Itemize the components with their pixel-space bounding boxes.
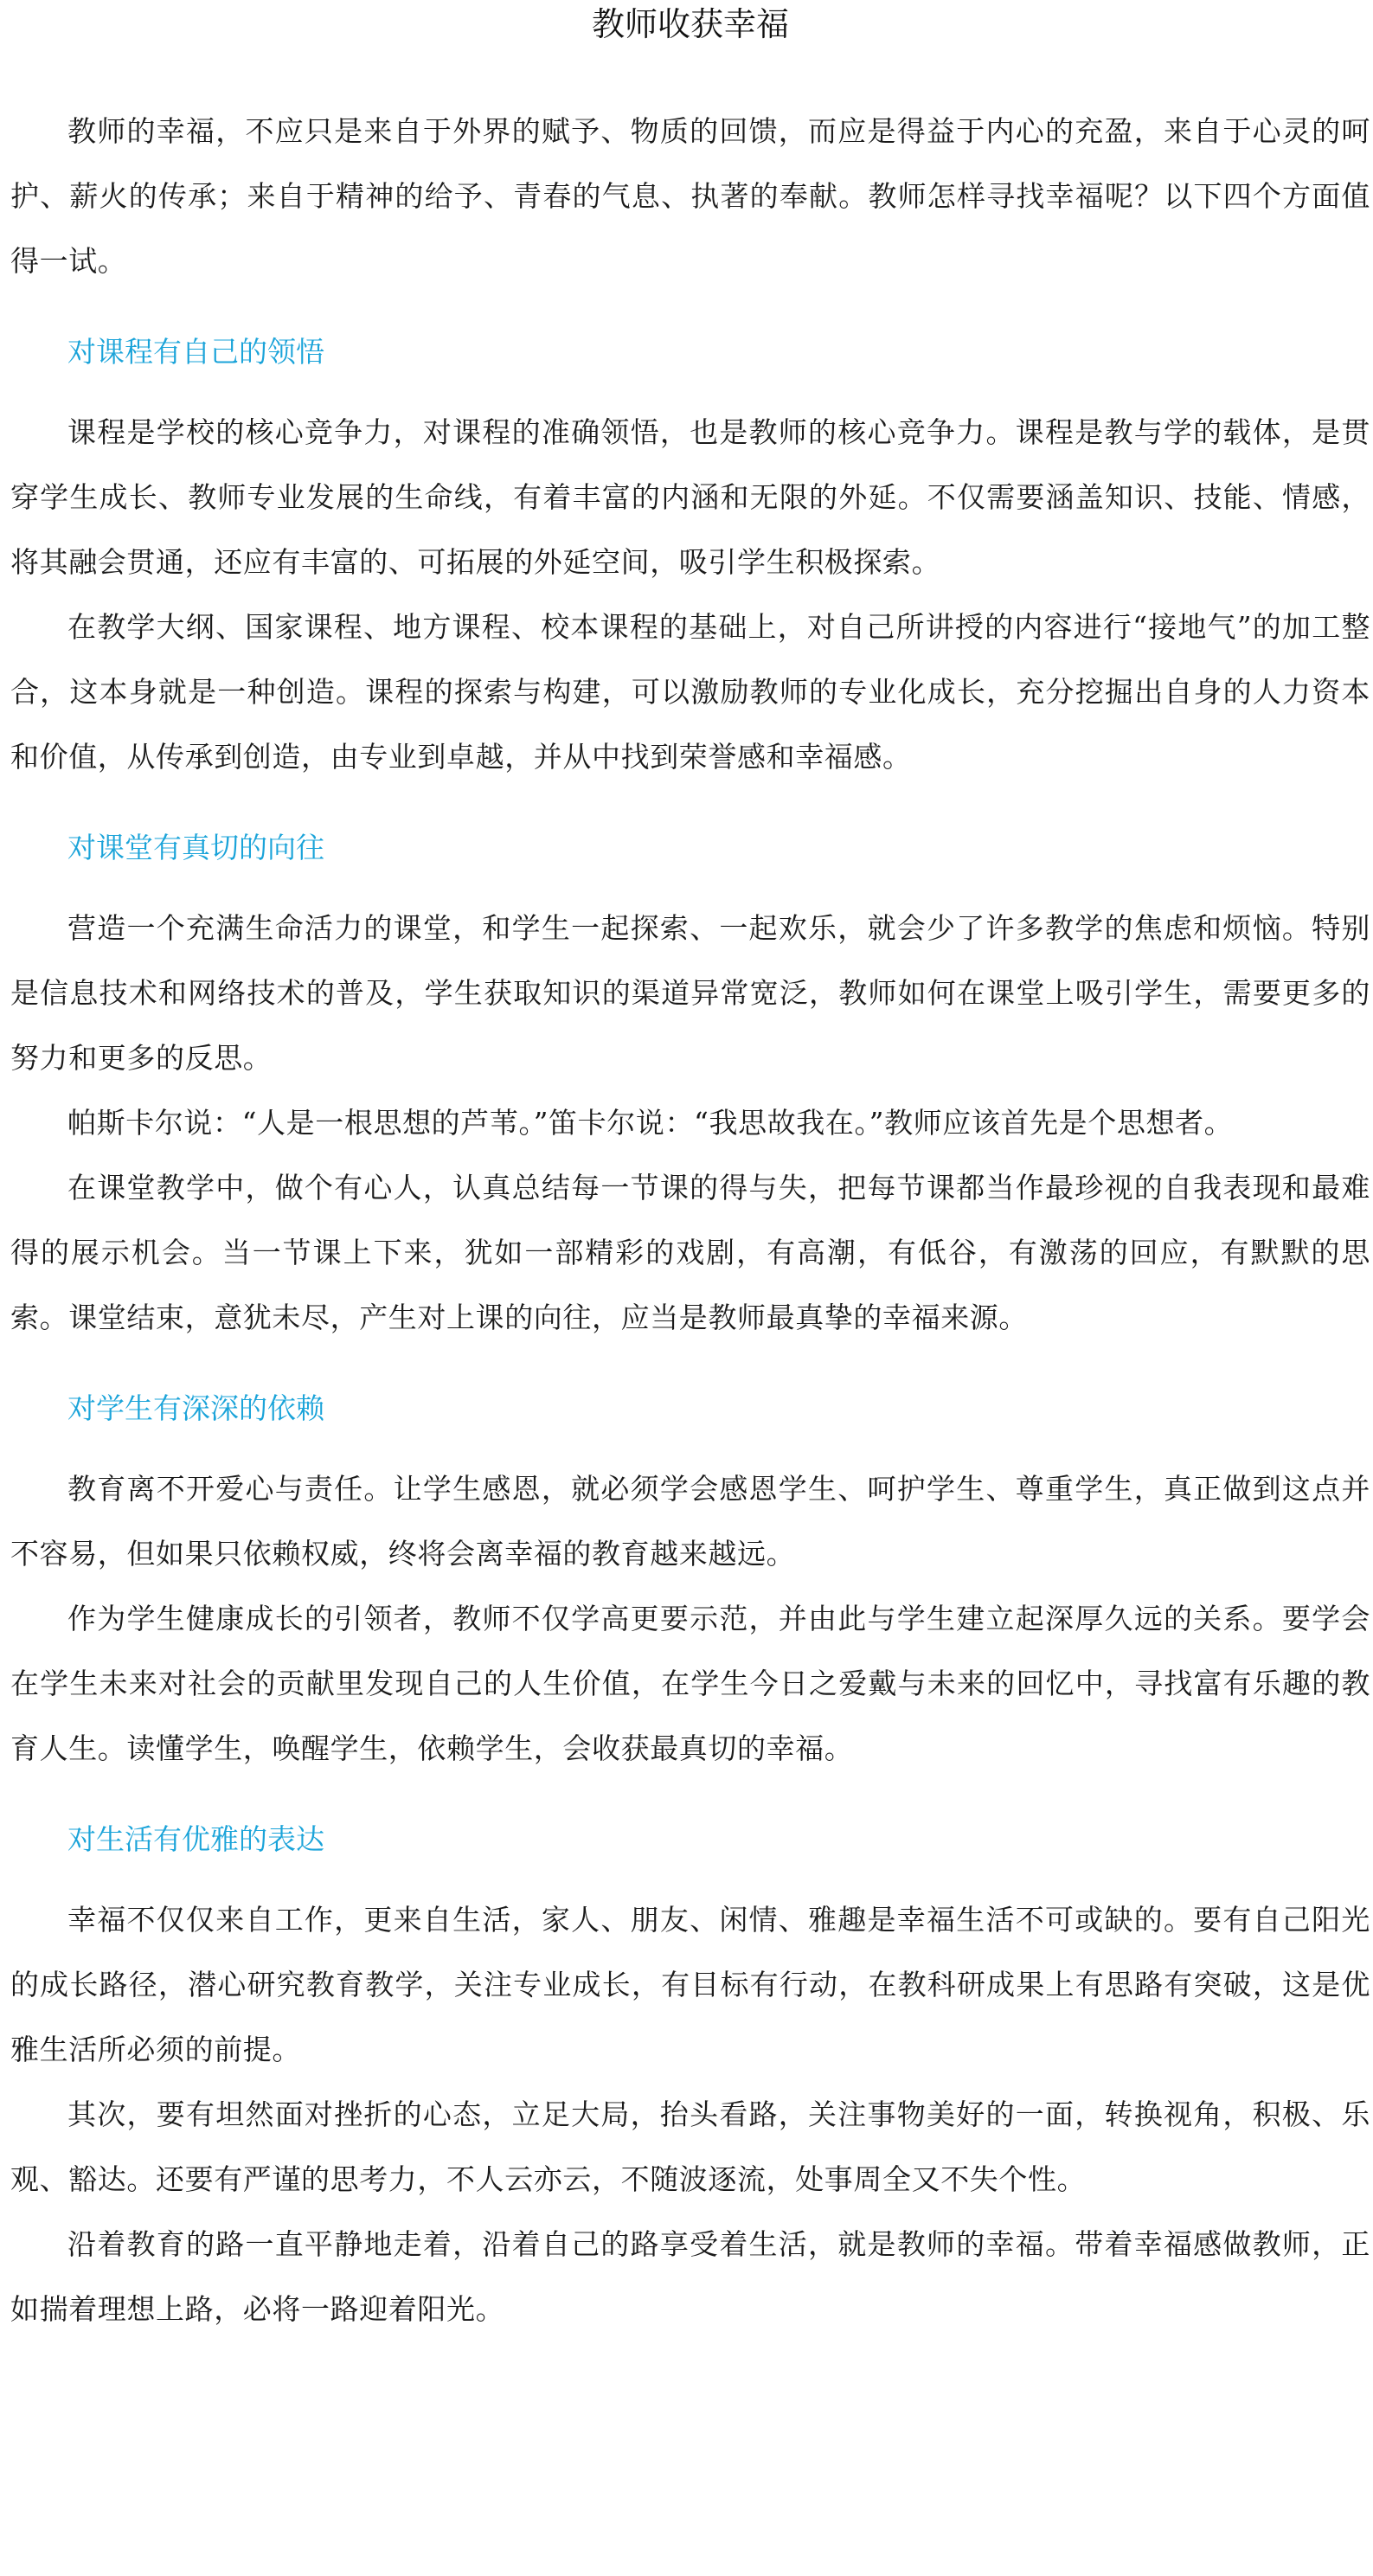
- section-heading-students: 对学生有深深的依赖: [67, 1391, 324, 1425]
- section-heading-classroom: 对课堂有真切的向往: [67, 831, 324, 864]
- section-3-paragraph-2: 作为学生健康成长的引领者，教师不仅学高更要示范，并由此与学生建立起深厚久远的关系。要学会在学生未来对社会的贡献里发现自己的人生价值，在学生今日之爱戴与未来的回忆中，寻找富有乐趣的教育人生。读懂学生，唤醒学生，依赖学生，会收获最真切的幸福。: [10, 1602, 1370, 1765]
- section-1-paragraph-1: 课程是学校的核心竞争力，对课程的准确领悟，也是教师的核心竞争力。课程是教与学的载体，是贯穿学生成长、教师专业发展的生命线，有着丰富的内涵和无限的外延。不仅需要涵盖知识、技能、情感，将其融会贯通，还应有丰富的、可拓展的外延空间，吸引学生积极探索。: [10, 415, 1370, 579]
- document-page: [10, 0, 1370, 2342]
- document-title: 教师收获幸福: [591, 5, 789, 43]
- intro-paragraph: 教师的幸福，不应只是来自于外界的赋予、物质的回馈，而应是得益于内心的充盈，来自于心灵的呵护、薪火的传承；来自于精神的给予、青春的气息、执著的奉献。教师怎样寻找幸福呢？以下四个方面值得一试。: [10, 114, 1370, 278]
- section-3-paragraph-1: 教育离不开爱心与责任。让学生感恩，就必须学会感恩学生、呵护学生、尊重学生，真正做到这点并不容易，但如果只依赖权威，终将会离幸福的教育越来越远。: [10, 1472, 1370, 1571]
- section-1-paragraph-2: 在教学大纲、国家课程、地方课程、校本课程的基础上，对自己所讲授的内容进行“接地气”的加工整合，这本身就是一种创造。课程的探索与构建，可以激励教师的专业化成长，充分挖掘出自身的人力资本和价值，从传承到创造，由专业到卓越，并从中找到荣誉感和幸福感。: [10, 610, 1370, 774]
- section-heading-life: 对生活有优雅的表达: [67, 1822, 324, 1856]
- section-2-paragraph-2: 帕斯卡尔说：“人是一根思想的芦苇。”笛卡尔说：“我思故我在。”教师应该首先是个思想者。: [67, 1106, 1234, 1140]
- section-4-paragraph-3: 沿着教育的路一直平静地走着，沿着自己的路享受着生活，就是教师的幸福。带着幸福感做教师，正如揣着理想上路，必将一路迎着阳光。: [10, 2227, 1370, 2326]
- section-2-paragraph-1: 营造一个充满生命活力的课堂，和学生一起探索、一起欢乐，就会少了许多教学的焦虑和烦恼。特别是信息技术和网络技术的普及，学生获取知识的渠道异常宽泛，教师如何在课堂上吸引学生，需要更多的努力和更多的反思。: [10, 911, 1370, 1075]
- section-heading-curriculum: 对课程有自己的领悟: [67, 335, 324, 369]
- section-2-paragraph-3: 在课堂教学中，做个有心人，认真总结每一节课的得与失，把每节课都当作最珍视的自我表现和最难得的展示机会。当一节课上下来，犹如一部精彩的戏剧，有高潮，有低谷，有激荡的回应，有默默的思索。课堂结束，意犹未尽，产生对上课的向往，应当是教师最真挚的幸福来源。: [10, 1171, 1370, 1334]
- section-4-paragraph-2: 其次，要有坦然面对挫折的心态，立足大局，抬头看路，关注事物美好的一面，转换视角，积极、乐观、豁达。还要有严谨的思考力，不人云亦云，不随波逐流，处事周全又不失个性。: [10, 2097, 1370, 2196]
- section-4-paragraph-1: 幸福不仅仅来自工作，更来自生活，家人、朋友、闲情、雅趣是幸福生活不可或缺的。要有自己阳光的成长路径，潜心研究教育教学，关注专业成长，有目标有行动，在教科研成果上有思路有突破，这是优雅生活所必须的前提。: [10, 1903, 1370, 2066]
